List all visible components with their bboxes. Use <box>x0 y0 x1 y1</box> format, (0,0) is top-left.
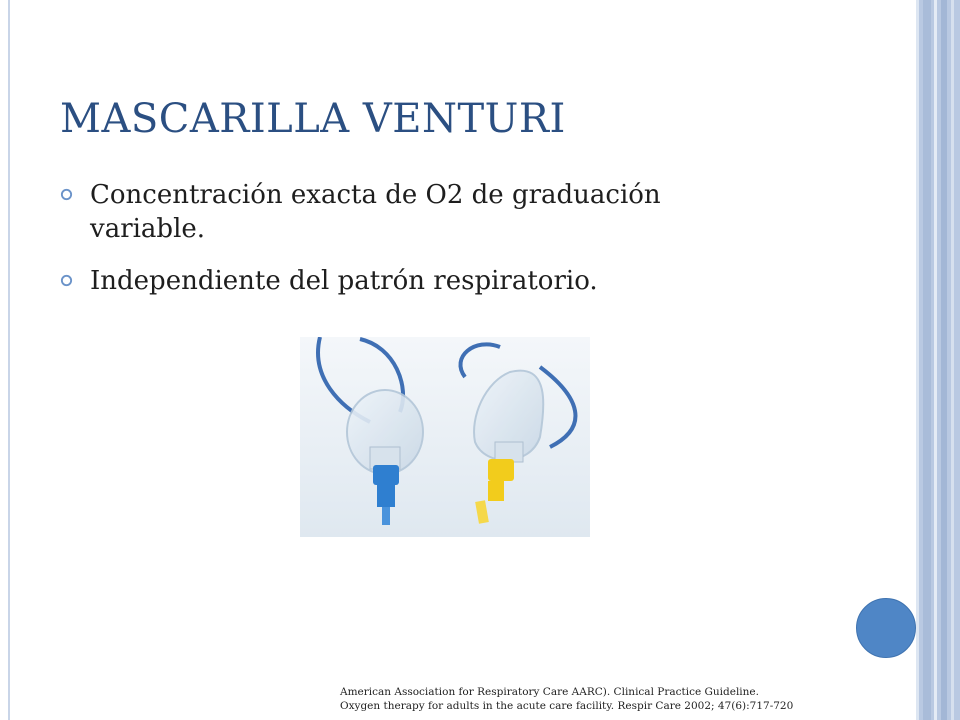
bullet-text: Independiente del patrón respiratorio. <box>90 266 598 296</box>
bullet-item <box>60 264 760 298</box>
bullet-text: Concentración exacta de O2 de graduación variable. <box>90 180 661 244</box>
right-decorative-band <box>916 0 960 720</box>
decorative-circle <box>856 598 916 658</box>
ring-bullet-icon <box>60 274 73 287</box>
venturi-masks-photo <box>300 337 590 537</box>
slide-title: MASCARILLA VENTURI <box>60 96 566 142</box>
ring-bullet-icon <box>60 188 73 201</box>
left-border-line <box>8 0 10 720</box>
bullet-item <box>60 178 760 246</box>
bullet-list <box>60 178 760 316</box>
citation-text: American Association for Respiratory Care AARC). Clinical Practice Guideline. Oxygen therapy for adults in the acute care facility. Respir Care 2002; 47(6):717-720 <box>340 686 794 712</box>
